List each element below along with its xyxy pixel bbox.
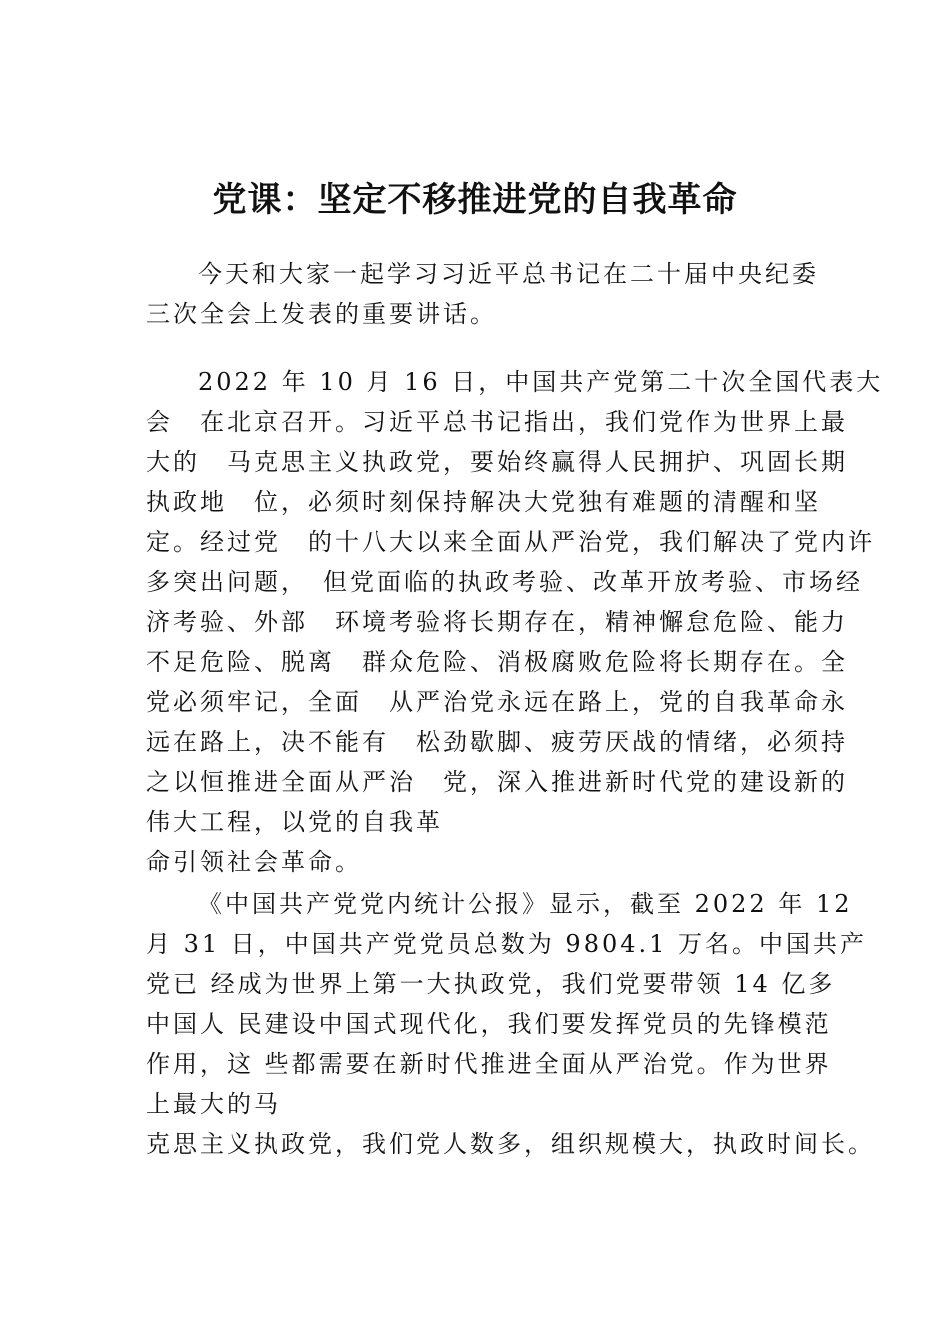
paragraph-1 <box>146 254 836 334</box>
paragraph-line: 大的 马克思主义执政党，要始终赢得人民拥护、巩固长期 <box>146 448 848 476</box>
document-title: 党课：坚定不移推进党的自我革命 <box>212 180 738 220</box>
paragraph-line: 命引领社会革命。 <box>146 848 362 876</box>
paragraph-line: 上最大的马 <box>146 1090 281 1118</box>
paragraph-line: 党必须牢记，全面 从严治党永远在路上，党的自我革命永 <box>146 688 848 716</box>
paragraph-line: 之以恒推进全面从严治 党，深入推进新时代党的建设新的 <box>146 768 848 796</box>
paragraph-2 <box>146 362 884 882</box>
paragraph-line: 不足危险、脱离 群众危险、消极腐败危险将长期存在。全 <box>146 648 848 676</box>
paragraph-line: 多突出问题， 但党面临的执政考验、改革开放考验、市场经 <box>146 568 863 596</box>
paragraph-line: 作用，这 些都需要在新时代推进全面从严治党。作为世界 <box>146 1050 832 1078</box>
paragraph-line: 今天和大家一起学习习近平总书记在二十届中央纪委 <box>198 260 819 288</box>
paragraph-line: 克思主义执政党，我们党人数多，组织规模大，执政时间长。 <box>146 1130 875 1158</box>
paragraph-line: 三次全会上发表的重要讲话。 <box>146 300 497 328</box>
paragraph-line: 月 31 日，中国共产党党员总数为 9804.1 万名。中国共产 <box>146 930 868 958</box>
paragraph-line: 济考验、外部 环境考验将长期存在，精神懈怠危险、能力 <box>146 608 848 636</box>
paragraph-3 <box>146 884 875 1164</box>
paragraph-line: 中国人 民建设中国式现代化，我们要发挥党员的先锋模范 <box>146 1010 832 1038</box>
paragraph-line: 定。经过党 的十八大以来全面从严治党，我们解决了党内许 <box>146 528 875 556</box>
paragraph-line: 2022 年 10 月 16 日，中国共产党第二十次全国代表大 <box>198 368 884 396</box>
paragraph-line: 远在路上，决不能有 松劲歇脚、疲劳厌战的情绪，必须持 <box>146 728 848 756</box>
paragraph-line: 党已 经成为世界上第一大执政党，我们党要带领 14 亿多 <box>146 970 836 998</box>
paragraph-line: 执政地 位，必须时刻保持解决大党独有难题的清醒和坚 <box>146 488 821 516</box>
paragraph-line: 会 在北京召开。习近平总书记指出，我们党作为世界上最 <box>146 408 848 436</box>
paragraph-line: 《中国共产党党内统计公报》显示，截至 2022 年 12 <box>198 890 853 918</box>
paragraph-line: 伟大工程，以党的自我革 <box>146 808 443 836</box>
